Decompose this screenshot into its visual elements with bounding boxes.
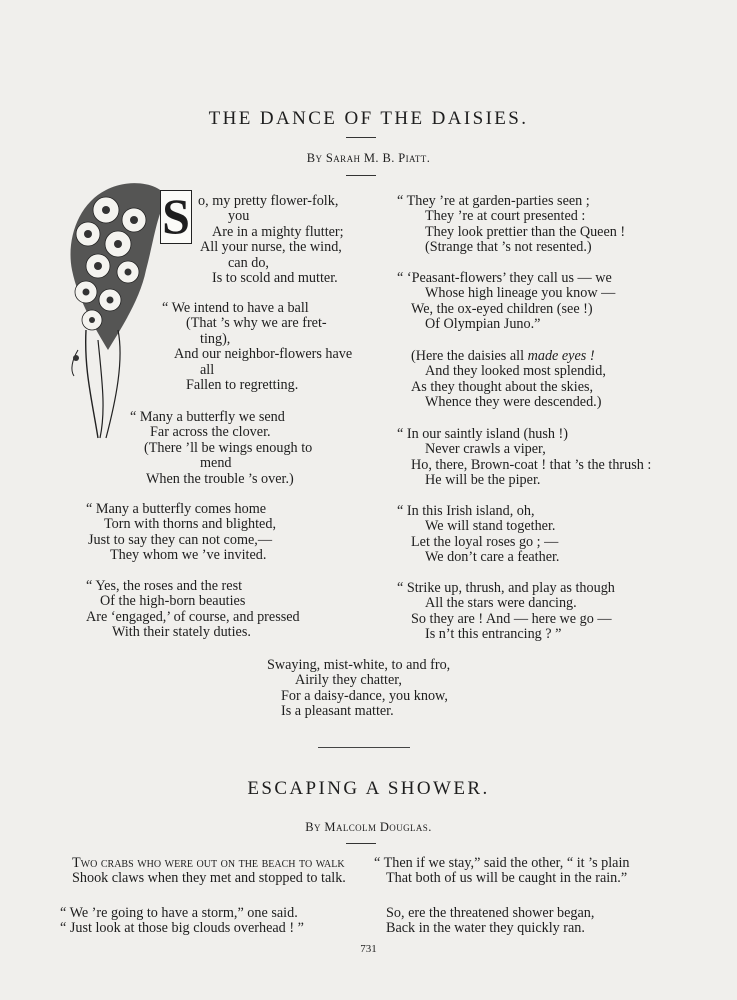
poem1-title: THE DANCE OF THE DAISIES. [208, 108, 529, 129]
author-rule-2 [346, 843, 376, 844]
poem-line: Back in the water they quickly ran. [386, 920, 585, 937]
poem-line: “ We ’re going to have a storm,” one said. [60, 905, 298, 921]
poem-line: Far across the clover. [150, 424, 271, 441]
poem-line: (Strange that ’s not resented.) [425, 239, 592, 256]
poem-line: Torn with thorns and blighted, [104, 516, 276, 533]
poem-line: Whose high lineage you know — [425, 285, 616, 302]
poem-line: As they thought about the skies, [411, 378, 594, 395]
poem-line: We, the ox-eyed children (see !) [411, 300, 593, 317]
poem1-final-stanza [267, 658, 450, 720]
poem-line: Ho, there, Brown-coat ! that ’s the thrush : [411, 456, 652, 473]
poem-line: “ We intend to have a ball [162, 300, 309, 316]
poem-line: “ Then if we stay,” said the other, “ it ’s plain [374, 855, 630, 871]
page-number: 731 [360, 943, 377, 955]
poem-line: Are in a mighty flutter; [212, 223, 344, 240]
poem-line: you [228, 208, 250, 225]
poem-line: Airily they chatter, [295, 672, 402, 689]
title-rule [346, 137, 376, 138]
daisy-illustration [58, 180, 170, 442]
poem2-left-stanza-1 [72, 856, 346, 887]
poem-line: Is n’t this entrancing ? ” [425, 626, 562, 643]
poem-line: Is a pleasant matter. [281, 703, 394, 720]
poem-line: (That ’s why we are fret- [186, 315, 327, 332]
poem1-right-stanza-5 [397, 504, 559, 566]
poem-line: And they looked most splendid, [425, 363, 606, 380]
poem-line: Whence they were descended.) [425, 394, 602, 411]
poem-line [411, 349, 606, 364]
poem-line: “ In our saintly island (hush !) [397, 426, 569, 442]
poem-line: ting), [200, 330, 231, 347]
poem1-left-stanza-5 [86, 579, 300, 641]
poem-line: They whom we ’ve invited. [110, 547, 267, 564]
poem1-author [0, 151, 737, 166]
poem-line: “ Many a butterfly we send [130, 409, 285, 425]
poem-line: So they are ! And — here we go — [411, 610, 612, 627]
poem-line: He will be the piper. [425, 472, 541, 489]
poem-line: That both of us will be caught in the rain.” [386, 870, 628, 887]
poem1-right-stanza-4 [397, 427, 651, 489]
poem-line: Never crawls a viper, [425, 441, 546, 458]
poem-line: Fallen to regretting. [186, 377, 299, 394]
poem2-title: ESCAPING A SHOWER. [247, 778, 490, 799]
poem1-right-stanza-6 [397, 581, 615, 643]
poem-line: Swaying, mist-white, to and fro, [267, 657, 451, 673]
poem-line: We don’t care a feather. [425, 549, 560, 566]
poem2-author [0, 820, 737, 835]
drop-cap: S [160, 190, 192, 244]
poem1-right-stanza-2 [397, 271, 615, 333]
poem-line: (There ’ll be wings enough to [144, 439, 313, 456]
poem-line: “ Many a butterfly comes home [86, 501, 267, 517]
poem-line: Just to say they can not come,— [88, 531, 273, 548]
poem-line: We will stand together. [425, 518, 556, 535]
poem1-left-stanza-4 [86, 502, 276, 564]
poem-line: Let the loyal roses go ; — [411, 533, 559, 550]
poem-line: o, my pretty flower-folk, [198, 193, 339, 209]
poem-line: “ Strike up, thrush, and play as though [397, 580, 615, 596]
poem1-right-stanza-3 [411, 349, 606, 411]
poem-line: When the trouble ’s over.) [146, 470, 294, 487]
poem-line: They ’re at court presented : [425, 208, 586, 225]
poem2-left-stanza-2 [60, 906, 304, 937]
poem-line: Is to scold and mutter. [212, 270, 338, 287]
poem-line: “ Just look at those big clouds overhead ! ” [60, 920, 304, 937]
poem-line: For a daisy-dance, you know, [281, 687, 448, 704]
poem1-left-stanza-2 [162, 301, 352, 393]
poem1-left-stanza-3 [130, 410, 312, 487]
poem-line: “ ‘Peasant-flowers’ they call us — we [397, 270, 612, 286]
poem-line: They look prettier than the Queen ! [425, 223, 626, 240]
poem-line: can do, [228, 254, 269, 271]
poem-line: Two crabs who were out on the beach to walk [72, 855, 345, 871]
poem1-author-text: By Sarah M. B. Piatt. [306, 151, 431, 165]
poem-line: Of the high-born beauties [100, 593, 246, 610]
poem-line: All your nurse, the wind, [200, 239, 342, 256]
poem-line: mend [200, 455, 232, 472]
section-divider [318, 747, 410, 748]
poem-line: all [200, 361, 215, 378]
poem-line: Are ‘engaged,’ of course, and pressed [86, 608, 300, 625]
poem-line: “ Yes, the roses and the rest [86, 578, 243, 594]
poem-line: All the stars were dancing. [425, 595, 577, 612]
poem-line: Shook claws when they met and stopped to talk. [72, 870, 346, 887]
poem-line: And our neighbor-flowers have [174, 346, 353, 363]
poem2-author-text: By Malcolm Douglas. [305, 820, 432, 834]
poem1-left-stanza-1 [176, 194, 344, 286]
poem-line-text: (Here the daisies all made eyes ! [411, 348, 595, 364]
poem2-right-stanza-1 [374, 856, 630, 887]
poem-line: Of Olympian Juno.” [425, 316, 541, 333]
show-through-text [40, 28, 700, 44]
poem-line: With their stately duties. [112, 624, 251, 641]
poem2-right-stanza-2 [386, 906, 594, 937]
poem-line: “ They ’re at garden-parties seen ; [397, 193, 590, 209]
poem1-right-stanza-1 [397, 194, 625, 256]
author-rule [346, 175, 376, 176]
poem-line: “ In this Irish island, oh, [397, 503, 535, 519]
poem-line: So, ere the threatened shower began, [386, 905, 595, 921]
